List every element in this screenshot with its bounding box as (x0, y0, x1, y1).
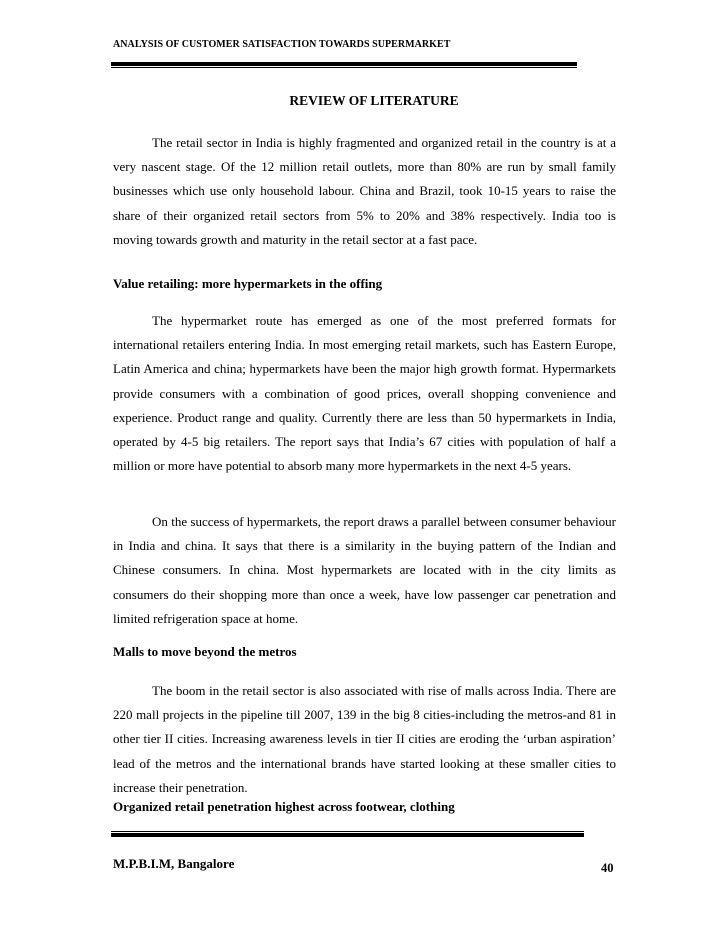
header-rule (111, 62, 577, 68)
page-title: REVIEW OF LITERATURE (289, 93, 459, 108)
section-heading-malls: Malls to move beyond the metros (113, 644, 297, 659)
page-number: 40 (601, 861, 614, 875)
malls-paragraph: The boom in the retail sector is also associated with rise of malls across India. There are 220 mall projects in the pipeline till 2007, 139 in the big 8 cities-including the metros-and 81 in other tier II cities. Increasing awareness levels in tier II cities are eroding the ‘urban aspiration’ lead of the metros and the international brands have started looking at these smaller cities to increase their penetration. (113, 683, 616, 795)
intro-block (113, 131, 616, 252)
hypermarkets-paragraph-1: The hypermarket route has emerged as one of the most preferred formats for international retailers entering India. In most emerging retail markets, such has Eastern Europe, Latin America and china; hypermarkets have been the major high growth format. Hypermarkets provide consumers with a combination of good prices, overall shopping convenience and experience. Product range and quality. Currently there are less than 50 hypermarkets in India, operated by 4-5 big retailers. The report says that India’s 67 cities with population of half a million or more have potential to absorb many more hypermarkets in the next 4-5 years. (113, 313, 616, 474)
hypermarkets-block-2 (113, 510, 616, 631)
hypermarkets-paragraph-2: On the success of hypermarkets, the report draws a parallel between consumer behaviour in India and china. It says that there is a similarity in the buying pattern of the Indian and Chinese consumers. In china. Most hypermarkets are located with in the city limits as consumers do their shopping more than once a week, have low passenger car penetration and limited refrigeration space at home. (113, 514, 616, 626)
section-heading-organized-retail: Organized retail penetration highest across footwear, clothing (113, 799, 455, 814)
intro-paragraph: The retail sector in India is highly fragmented and organized retail in the country is at a very nascent stage. Of the 12 million retail outlets, more than 80% are run by small family businesses which use only household labour. China and Brazil, took 10-15 years to raise the share of their organized retail sectors from 5% to 20% and 38% respectively. India too is moving towards growth and maturity in the retail sector at a fast pace. (113, 135, 616, 247)
section-heading-hypermarkets: Value retailing: more hypermarkets in the offing (113, 276, 383, 291)
footer-institution: M.P.B.I.M, Bangalore (113, 856, 235, 871)
footer-rule (111, 831, 584, 837)
running-header: ANALYSIS OF CUSTOMER SATISFACTION TOWARDS SUPERMARKET (113, 39, 451, 50)
hypermarkets-block-1 (113, 309, 616, 478)
malls-block (113, 679, 616, 800)
